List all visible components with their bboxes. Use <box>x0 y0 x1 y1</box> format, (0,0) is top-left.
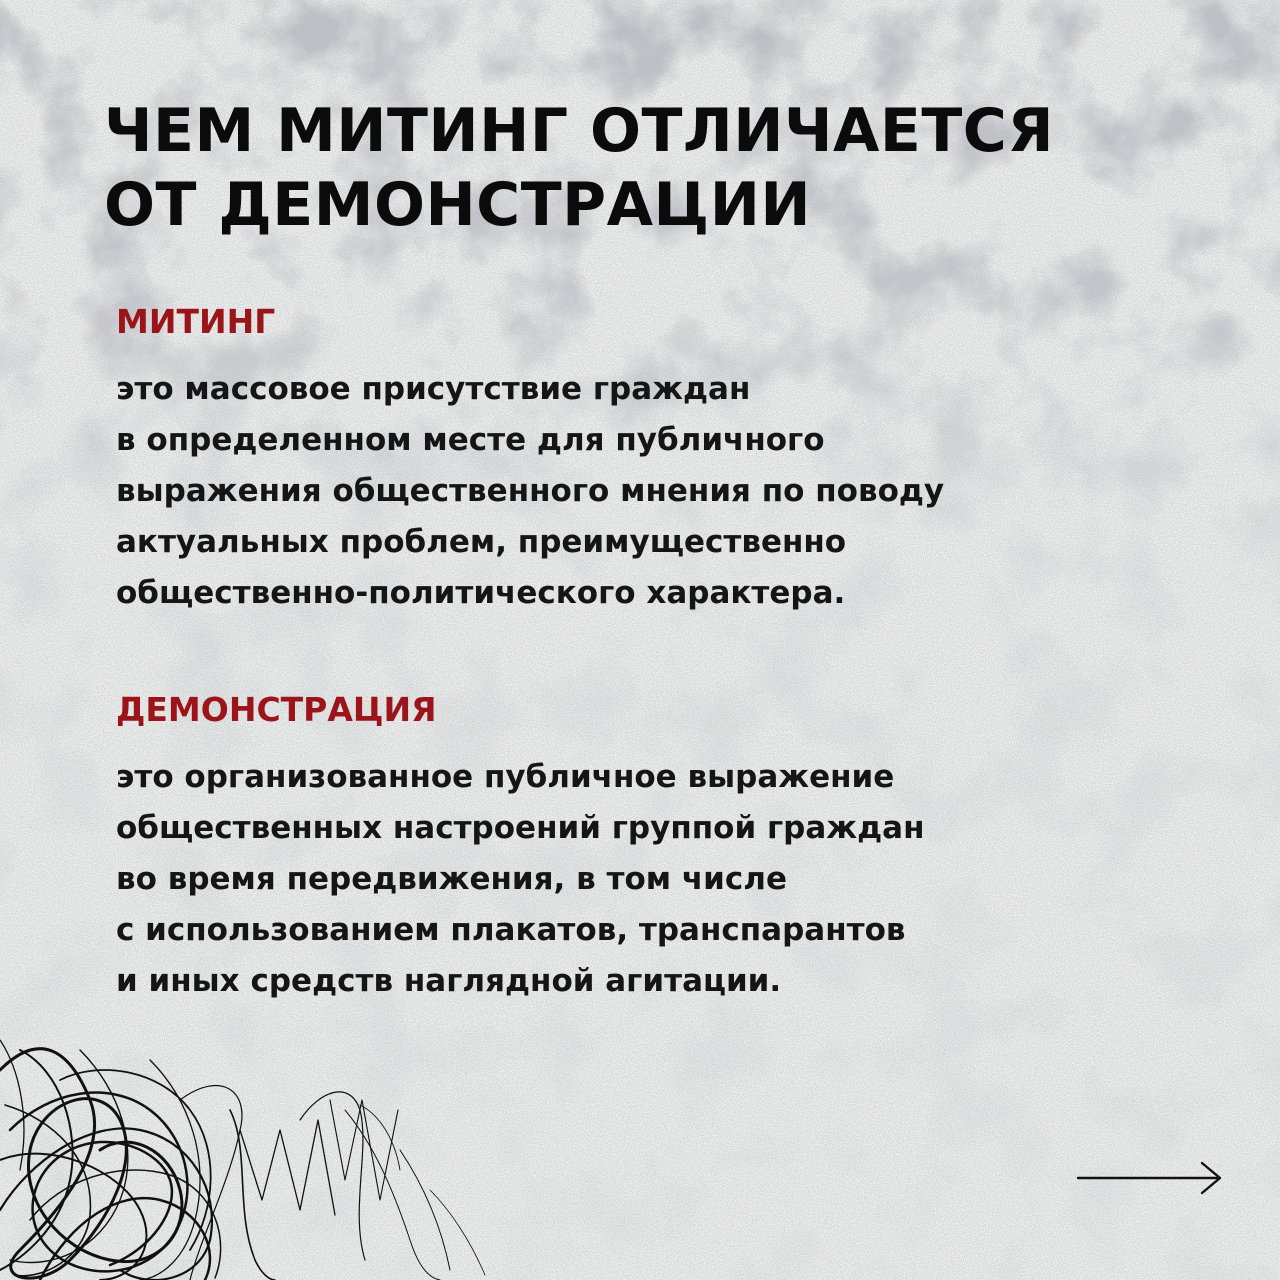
definition-line: общественных настроений группой граждан <box>116 810 925 846</box>
definition-demonstratsiya <box>116 752 925 1007</box>
definition-line: общественно-политического характера. <box>116 575 846 611</box>
scribble-icon <box>0 1010 560 1280</box>
definition-line: во время передвижения, в том числе <box>116 861 788 897</box>
definition-miting <box>116 364 944 619</box>
definition-line: выражения общественного мнения по поводу <box>116 473 945 509</box>
arrow-right-icon[interactable] <box>1074 1158 1226 1198</box>
definition-line: это массовое присутствие граждан <box>116 371 751 407</box>
definition-line: в определенном месте для публичного <box>116 422 825 458</box>
page-title <box>104 94 1054 242</box>
definition-line: с использованием плакатов, транспарантов <box>116 912 906 948</box>
title-line-1: ЧЕМ МИТИНГ ОТЛИЧАЕТСЯ <box>104 96 1055 166</box>
definition-line: актуальных проблем, преимущественно <box>116 524 847 560</box>
definition-line: это организованное публичное выражение <box>116 759 895 795</box>
term-heading-demonstratsiya: ДЕМОНСТРАЦИЯ <box>116 690 437 729</box>
definition-line: и иных средств наглядной агитации. <box>116 963 782 999</box>
title-line-2: ОТ ДЕМОНСТРАЦИИ <box>104 170 812 240</box>
term-heading-miting: МИТИНГ <box>116 302 276 341</box>
